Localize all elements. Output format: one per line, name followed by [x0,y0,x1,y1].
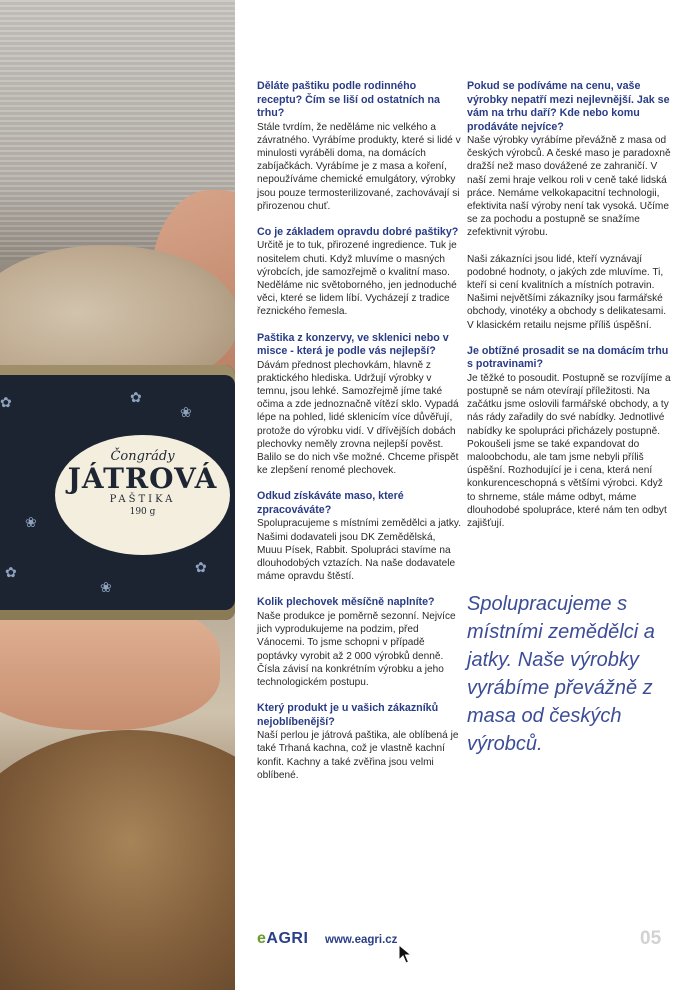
question-heading: Odkud získáváte maso, které zpracováváte? [257,490,404,516]
answer-paragraph: Určitě je to tuk, přirozené ingredience. Tuk je nositelem chuti. Když mluvíme o masných výrobcích, jde samozřejmě o kvalitní maso. Neděláme nic světoborného, jen jednoduché věci, které se lidem líbí. Vycházejí z tradice řeznického řemesla. [257,240,457,318]
answer-paragraph: Naše produkce je poměrně sezonní. Nejvíce jich vyprodukujeme na podzim, před Vánocemi. To jsme schopni v případě poptávky vyrobit až 2 000 výrobků denně. Čísla závisí na konkrétním výrobku a jeho technologickém postupu. [257,610,456,688]
eagri-logo[interactable] [257,930,308,948]
logo-agri: AGRI [266,930,309,947]
can-label-brand: Čongrády [110,449,175,464]
right-column [467,80,672,543]
can-label-title: JÁTROVÁ [67,462,218,495]
can-label-subtitle: PAŠTIKA [109,494,176,505]
question-heading: Co je základem opravdu dobré paštiky? [257,225,459,238]
mouse-cursor-icon [398,944,412,964]
question-heading: Pokud se podíváme na cenu, vaše výrobky nepatří mezi nejlevnější. Jak se vám na trhu daří? Kde nebo komu prodáváte nejvíce? [467,80,670,133]
question-heading: Je obtížné prosadit se na domácím trhu s potravinami? [467,344,669,371]
question-heading: Který produkt je u vašich zákazníků nejoblíbenější? [257,702,439,728]
answer-paragraph: Je těžké to posoudit. Postupně se rozvíjíme a postupně se nám otevírají příležitosti. Na začátku jsme oslovili farmářské obchody, a ty nás rády zařadily do své nabídky. Jednotlivé nabídky ke spolupráci přicházely postupně. Pokoušeli jsme se také expandovat do maloobchodu, ale tam jsme nebyli příliš úspěšní. Rozhodující je i cena, která není konkurenceschopná s většími výrobci. Když to shrneme, stále máme odbyt, máme dlouhodobé spolupráce, které nám ten odbyt zajišťují. [467,372,671,530]
answer-paragraph: Naši zákazníci jsou lidé, kteří vyznávají podobné hodnoty, o jakých zde mluvíme. Ti, kteří si cení kvalitních a místních potravin. Našimi největšími zákazníky jsou farmářské obchody, vinotéky a obchody s delikatesami. V klasickém retailu nejsme příliš úspěšní. [467,253,666,331]
left-column [257,80,462,795]
can-label-weight: 190 g [129,507,156,517]
pull-quote: Spolupracujeme s místními zemědělci a jatky. Naše výrobky vyrábíme převážně z masa od českých výrobců. [467,593,655,755]
answer-paragraph: Spolupracujeme s místními zemědělci a jatky. Našimi dodavateli jsou DK Zemědělská, Muuu Písek, Rabbit. Spolupráci stavíme na dlouhodobých vztazích. Na naše dodavatele máme opravdu štěstí. [257,518,462,583]
answer-paragraph: Naší perlou je játrová paštika, ale oblíbená je také Trhaná kachna, což je vlastně kachní konfit. Kachny a také zvěřina jsou velmi oblíbené. [257,730,459,781]
question-heading: Kolik plechovek měsíčně naplníte? [257,596,435,609]
question-heading: Děláte paštiku podle rodinného receptu? Čím se liší od ostatních na trhu? [257,80,440,119]
bread-loaf [0,730,235,990]
question-heading: Paštika z konzervy, ve sklenici nebo v misce - která je podle vás nejlepší? [257,331,449,358]
answer-paragraph: Stále tvrdím, že neděláme nic velkého a závratného. Vyrábíme produkty, které si lidé v minulosti vyráběli doma, na domácích zabíjačkách. Vyrábíme je z masa a koření, nepoužíváme chemické emulgátory, výrobky jsou pouze termosterilizované, zachovávají si přirozenou chuť. [257,121,461,212]
answer-paragraph: Dávám přednost plechovkám, hlavně z praktického hlediska. Udržují výrobky v temnu, jsou lehké. Samozřejmě jíme také očima a zde jednoznačně vítězí sklo. Vypadá lépe na pohled, lidé sklenicím více důvěřují, protože do výrobku vidí. V dřívějších dobách plechovky neměly zrovna nejlepší pověst. Balilo se do nich vše možné. Chceme přispět ke zlepšení renomé plechovek. [257,359,459,477]
page-number: 05 [640,928,662,949]
website-link[interactable]: www.eagri.cz [325,934,398,946]
can-label [55,435,230,555]
logo-e: e [257,930,267,947]
pate-can: ✿ ❀ ✿ ❀ ✿ ❀ ✿ [0,365,235,620]
answer-paragraph: Naše výrobky vyrábíme převážně z masa od českých výrobců. A české maso je paradoxně dražší než maso dovážené ze zahraničí. V naší zemi hraje velkou roli v ceně také lidská práce. Nemáme velkokapacitní technologii, efektivita naší výroby není tak vysoká. Učíme se za pochodu a postupně se snažíme zefektivnit výrobu. [467,135,671,239]
product-photo [0,0,235,990]
